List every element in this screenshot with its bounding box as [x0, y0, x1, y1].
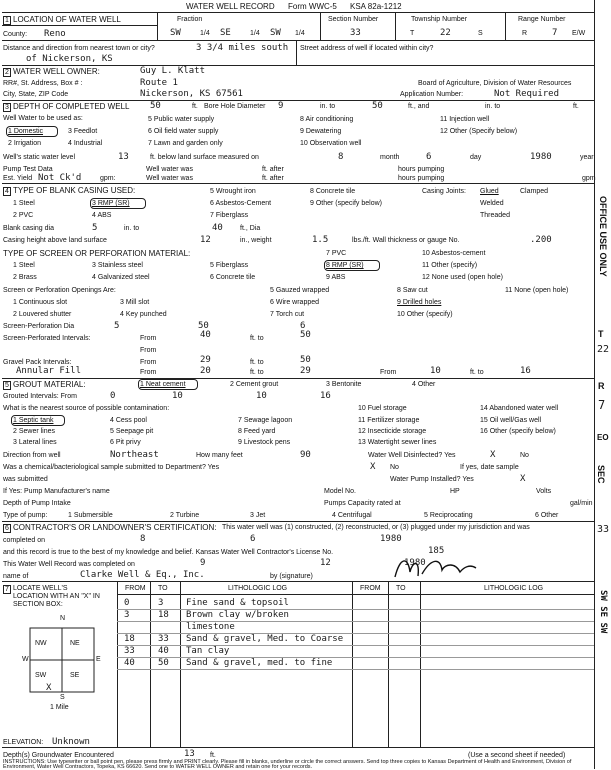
- gravel-from: 29: [200, 355, 211, 365]
- contam-feedyard: 8 Feed yard: [238, 428, 276, 435]
- instructions: INSTRUCTIONS: Use typewriter or ball point pen, please press firmly and PRINT clearly. Please fill in blanks, underline or circle the correct answers. Send top three copies to Kansas Department of Health and Environment, Division of Environment, Water Well Contractors, Topeka, KS 66620. Send one to WATER WELL OWNER and retain one for your records.: [3, 759, 572, 770]
- elevation-label: ELEVATION:: [3, 739, 44, 746]
- screen-steel: 1 Steel: [13, 262, 35, 269]
- fraction-2: SE: [220, 28, 231, 38]
- screen-interval-to: 50: [300, 330, 311, 340]
- bore-ft-and: ft., and: [408, 103, 430, 110]
- range-value: 7: [552, 28, 558, 38]
- use-feedlot: 3 Feedlot: [68, 128, 98, 135]
- circled-answer: [6, 126, 58, 137]
- groundwater-value: 13: [184, 749, 195, 759]
- township-suffix: S: [478, 30, 483, 37]
- township-prefix: T: [410, 30, 415, 37]
- screen-concrete: 6 Concrete tile: [210, 274, 256, 281]
- galmin-label: gal/min: [570, 500, 593, 507]
- day-label: day: [470, 154, 482, 161]
- casing-wrought: 5 Wrought iron: [210, 188, 256, 195]
- opening-key: 4 Key punched: [120, 311, 167, 318]
- map-north: N: [60, 615, 66, 622]
- screen-none: 12 None used (open hole): [422, 274, 503, 281]
- screen-pvc: 7 PVC: [326, 250, 347, 257]
- business-label: name of: [3, 573, 29, 580]
- completed-month: 8: [140, 534, 146, 544]
- from-label: From: [380, 369, 397, 376]
- side-eo: EO: [597, 433, 609, 442]
- grout-from-2: 10: [256, 391, 267, 401]
- owner-city: Nickerson, KS 67561: [140, 89, 243, 99]
- contam-abandoned: 14 Abandoned water well: [480, 405, 559, 412]
- contam-livestock: 9 Livestock pens: [238, 439, 291, 446]
- grout-from-1: 0: [110, 391, 116, 401]
- opening-saw: 8 Saw cut: [397, 287, 428, 294]
- year-label: year: [580, 154, 594, 161]
- pump-jet: 3 Jet: [250, 512, 266, 519]
- grout-to-1: 10: [172, 391, 183, 401]
- form-number: Form WWC-5: [288, 2, 337, 11]
- elevation-value: Unknown: [52, 737, 90, 747]
- depth-value: 50: [150, 101, 161, 111]
- screen-galvanized: 4 Galvanized steel: [92, 274, 150, 281]
- grout-bentonite: 3 Bentonite: [326, 381, 362, 388]
- contam-watertight: 13 Watertight sewer lines: [358, 439, 437, 446]
- screen-label: TYPE OF SCREEN OR PERFORATION MATERIAL:: [3, 249, 191, 258]
- sample-mark: X: [370, 462, 376, 472]
- casing-concrete: 8 Concrete tile: [310, 188, 356, 195]
- office-use-only: OFFICE USE ONLY: [598, 196, 608, 277]
- direction-label: Direction from well: [3, 452, 61, 459]
- circled-answer: [11, 415, 65, 426]
- log-to-header-2: TO: [396, 585, 406, 592]
- bore-value: 9: [278, 101, 284, 111]
- volts-label: Volts: [536, 488, 552, 495]
- grouted-label: Grouted Intervals: From: [3, 393, 77, 400]
- contam-insecticide: 12 Insecticide storage: [358, 428, 427, 435]
- how-far-label: How many feet: [196, 452, 243, 459]
- opening-louvered: 2 Louvered shutter: [13, 311, 72, 318]
- log-to: 33: [158, 634, 169, 644]
- static-level-value: 13: [118, 152, 129, 162]
- month-label: month: [380, 154, 400, 161]
- contam-lagoon: 7 Sewage lagoon: [238, 417, 293, 424]
- section-value: 33: [350, 28, 361, 38]
- yield-value: Not Ck'd: [38, 173, 82, 183]
- casing-label: TYPE OF BLANK CASING USED:: [13, 186, 136, 195]
- map-south: S: [60, 694, 65, 701]
- pump-turbine: 2 Turbine: [170, 512, 200, 519]
- casing-weight-value: 1.5: [312, 235, 329, 245]
- log-description: Tan clay: [186, 646, 230, 656]
- use-air: 8 Air conditioning: [300, 116, 354, 123]
- hours-pumping: hours pumping: [398, 175, 445, 182]
- annular-from-2: 10: [430, 366, 441, 376]
- disinfected-label: Water Well Disinfected? Yes: [368, 452, 456, 459]
- completed-label: completed on: [3, 537, 46, 544]
- county-label: County:: [3, 31, 28, 38]
- opening-none: 11 None (open hole): [505, 287, 569, 294]
- grout-other: 4 Other: [412, 381, 436, 388]
- owner-address: Route 1: [140, 78, 178, 88]
- if-yes-label: If yes, date sample: [460, 464, 519, 471]
- location-label: LOCATION OF WATER WELL: [13, 15, 121, 24]
- side-section: 33: [597, 524, 610, 535]
- map-x-mark: X: [46, 683, 52, 693]
- use-public: 5 Public water supply: [148, 116, 215, 123]
- distance-line-2: of Nickerson, KS: [26, 54, 113, 64]
- static-month: 8: [338, 152, 344, 162]
- side-fraction: SW SE SW: [598, 590, 608, 634]
- casing-height-label: Casing height above land surface: [3, 237, 107, 244]
- depth-label: DEPTH OF COMPLETED WELL: [13, 102, 130, 111]
- log-to: 40: [158, 646, 169, 656]
- screen-rmp: 8 RMP (SR): [326, 262, 364, 269]
- opening-mill: 3 Mill slot: [120, 299, 150, 306]
- static-level-tail: ft. below land surface measured on: [150, 154, 259, 161]
- annular-fill: Annular Fill: [16, 366, 82, 376]
- section-number-1: 1: [3, 16, 11, 25]
- ft-to-label: ft. to: [470, 369, 484, 376]
- from-label: From: [140, 347, 157, 354]
- annular-from: 20: [200, 366, 211, 376]
- opening-other: 10 Other (specify): [397, 311, 453, 318]
- casing-height-value: 12: [200, 235, 211, 245]
- section-number-3: 3: [3, 103, 11, 112]
- opening-drilled: 9 Drilled holes: [397, 299, 442, 306]
- map-se: SE: [70, 672, 80, 679]
- owner-label: WATER WELL OWNER:: [13, 67, 100, 76]
- contamination-label: What is the nearest source of possible contamination:: [3, 405, 170, 412]
- joints-threaded: Threaded: [480, 212, 510, 219]
- county-value: Reno: [44, 29, 66, 39]
- township-value: 22: [440, 28, 451, 38]
- log-description: Fine sand & topsoil: [186, 598, 289, 608]
- casing-fiberglass: 7 Fiberglass: [210, 212, 249, 219]
- static-level-label: Well's static water level: [3, 154, 76, 161]
- annular-to-2: 16: [520, 366, 531, 376]
- second-sheet-note: (Use a second sheet if needed): [468, 752, 566, 759]
- record-year: 1980: [404, 558, 426, 568]
- owner-name: Guy L. Klatt: [140, 66, 206, 76]
- log-to-header: TO: [158, 585, 168, 592]
- section-number-4: 4: [3, 187, 11, 196]
- casing-gauge-value: .200: [530, 235, 552, 245]
- ft-to-label: ft. to: [250, 359, 264, 366]
- hp-label: HP: [450, 488, 460, 495]
- map-ne: NE: [70, 640, 80, 647]
- intake-label: Depth of Pump Intake: [3, 500, 71, 507]
- log-description: Sand & gravel, Med. to Coarse: [186, 634, 344, 644]
- log-from-header-2: FROM: [360, 585, 381, 592]
- use-other: 12 Other (Specify below): [440, 128, 518, 135]
- casing-ft-dia: ft., Dia: [240, 225, 261, 232]
- gpm-label: gpm: [582, 175, 596, 182]
- circled-answer: [324, 260, 380, 271]
- gravel-to: 50: [300, 355, 311, 365]
- distance-line-1: 3 3/4 miles south: [196, 43, 289, 53]
- casing-lbs-label: lbs./ft. Wall thickness or gauge No.: [352, 237, 460, 244]
- range-label: Range Number: [518, 16, 566, 23]
- side-range: 7: [598, 398, 606, 412]
- pump-installed-mark: X: [520, 474, 526, 484]
- fraction-label: Fraction: [177, 16, 203, 23]
- completed-day: 6: [250, 534, 256, 544]
- opening-continuous: 1 Continuous slot: [13, 299, 68, 306]
- record-month: 9: [200, 558, 206, 568]
- contam-cess: 4 Cess pool: [110, 417, 147, 424]
- distance-label: Distance and direction from nearest town or city?: [3, 45, 155, 52]
- joints-clamped: Clamped: [520, 188, 549, 195]
- board-label: Board of Agriculture, Division of Water Resources: [418, 80, 572, 87]
- cert-text-3: This Water Well Record was completed on: [3, 561, 135, 568]
- circled-answer: [90, 198, 146, 209]
- range-ew: E/W: [572, 30, 586, 37]
- log-to: 50: [158, 658, 169, 668]
- log-from-header: FROM: [125, 585, 146, 592]
- model-label: Model No.: [324, 488, 356, 495]
- pump-test-label: Pump Test Data: [3, 166, 53, 173]
- signature-label: by (signature): [270, 573, 313, 580]
- grout-cement: 2 Cement grout: [230, 381, 279, 388]
- application-value: Not Required: [494, 89, 560, 99]
- casing-dia-value: 5: [92, 223, 98, 233]
- address-label: RR#, St. Address, Box # :: [3, 80, 83, 87]
- section-number-5: 5: [3, 381, 11, 390]
- no-label: No: [390, 464, 399, 471]
- screen-intervals-label: Screen-Perforated Intervals:: [3, 335, 91, 342]
- screen-stainless: 3 Stainless steel: [92, 262, 143, 269]
- log-from: 18: [124, 634, 135, 644]
- log-description: Sand & gravel, med. to fine: [186, 658, 333, 668]
- hours-pumping: hours pumping: [398, 166, 445, 173]
- capacity-label: Pumps Capacity rated at: [324, 500, 401, 507]
- use-irrigation: 2 Irrigation: [8, 140, 42, 147]
- log-from: 40: [124, 658, 135, 668]
- casing-dia-label: Blank casing dia: [3, 225, 54, 232]
- screen-asbestos: 10 Asbestos-cement: [422, 250, 486, 257]
- sample-label: Was a chemical/bacteriological sample submitted to Department? Yes: [3, 464, 220, 471]
- street-label: Street address of well if located within city?: [300, 45, 434, 52]
- log-description: limestone: [186, 622, 235, 632]
- static-year: 1980: [530, 152, 552, 162]
- contam-seepage: 5 Seepage pit: [110, 428, 154, 435]
- opening-torch: 7 Torch cut: [270, 311, 305, 318]
- log-from: 3: [124, 610, 130, 620]
- use-injection: 11 Injection well: [440, 116, 490, 123]
- license-value: 185: [428, 546, 445, 556]
- use-lawn: 7 Lawn and garden only: [148, 140, 223, 147]
- pump-reciprocating: 5 Reciprocating: [424, 512, 473, 519]
- casing-abs: 4 ABS: [92, 212, 112, 219]
- side-sec: SEC: [596, 465, 606, 484]
- contam-oilgas: 15 Oil well/Gas well: [480, 417, 542, 424]
- bore-ft-2: ft.: [573, 103, 579, 110]
- log-from: 33: [124, 646, 135, 656]
- from-label: From: [140, 335, 157, 342]
- groundwater-ft: ft.: [210, 752, 216, 759]
- ft-to-label: ft. to: [250, 369, 264, 376]
- opening-gauzed: 5 Gauzed wrapped: [270, 287, 330, 294]
- casing-weight-label: in., weight: [240, 237, 272, 244]
- from-label: From: [140, 369, 157, 376]
- contam-privy: 6 Pit privy: [110, 439, 141, 446]
- pump-centrifugal: 4 Centrifugal: [332, 512, 372, 519]
- bore-label: Bore Hole Diameter: [204, 103, 266, 110]
- section-label: Section Number: [328, 16, 379, 23]
- casing-other: 9 Other (specify below): [310, 200, 382, 207]
- log-litho-header-2: LITHOLOGIC LOG: [484, 585, 544, 592]
- application-label: Application Number:: [400, 91, 464, 98]
- joints-welded: Welded: [480, 200, 504, 207]
- contam-fuel: 10 Fuel storage: [358, 405, 407, 412]
- use-oilfield: 6 Oil field water supply: [148, 128, 219, 135]
- side-township: 22: [597, 344, 610, 355]
- form-title: WATER WELL RECORD: [186, 2, 275, 11]
- side-r: R: [598, 381, 605, 391]
- static-day: 6: [426, 152, 432, 162]
- casing-asbestos: 6 Asbestos-Cement: [210, 200, 272, 207]
- section-number-6: 6: [3, 524, 11, 533]
- contam-fertilizer: 11 Fertilizer storage: [358, 417, 420, 424]
- quarter-mark: 1/4: [250, 30, 260, 37]
- map-east: E: [96, 656, 101, 663]
- log-description: Brown clay w/broken: [186, 610, 289, 620]
- direction-value: Northeast: [110, 450, 159, 460]
- fraction-1: SW: [170, 28, 181, 38]
- use-dewatering: 9 Dewatering: [300, 128, 342, 135]
- casing-rmp: 3 RMP (SR): [92, 200, 130, 207]
- use-observation: 10 Observation well: [300, 140, 362, 147]
- submitted-label: was submitted: [3, 476, 48, 483]
- log-from: 0: [124, 598, 130, 608]
- gravel-label: Gravel Pack Intervals:: [3, 359, 72, 366]
- fraction-3: SW: [270, 28, 281, 38]
- ksa-reference: KSA 82a-1212: [350, 2, 402, 11]
- gpm-label: gpm:: [100, 175, 116, 182]
- pump-mfr-label: If Yes: Pump Manufacturer's name: [3, 488, 110, 495]
- no-label: No: [520, 452, 529, 459]
- pump-installed-label: Water Pump Installed? Yes: [390, 476, 474, 483]
- range-prefix: R: [522, 30, 528, 37]
- city-label: City, State, ZIP Code: [3, 91, 69, 98]
- disinfected-mark: X: [490, 450, 496, 460]
- map-west: W: [22, 656, 29, 663]
- screen-fiberglass: 5 Fiberglass: [210, 262, 249, 269]
- pump-submersible: 1 Submersible: [68, 512, 113, 519]
- bore-in-to-2: in. to: [485, 103, 501, 110]
- casing-pvc: 2 PVC: [13, 212, 34, 219]
- how-far-value: 90: [300, 450, 311, 460]
- joints-label: Casing Joints:: [422, 188, 466, 195]
- casing-steel: 1 Steel: [13, 200, 35, 207]
- screen-dia-value: 5: [114, 321, 120, 331]
- casing-to-value: 40: [212, 223, 223, 233]
- from-label: From: [140, 359, 157, 366]
- grout-to-2: 16: [320, 391, 331, 401]
- grout-neat: 1 Neat cement: [140, 381, 186, 388]
- use-domestic: 1 Domestic: [8, 128, 44, 135]
- cert-text-1: This water well was (1) constructed, (2) reconstructed, or (3) plugged under my jurisdiction and was: [222, 524, 530, 531]
- screen-dia-2: 6: [300, 321, 306, 331]
- contam-septic: 1 Septic tank: [13, 417, 54, 424]
- bore-to: 50: [372, 101, 383, 111]
- screen-abs: 9 ABS: [326, 274, 346, 281]
- quarter-mark: 1/4: [200, 30, 210, 37]
- section-number-2: 2: [3, 68, 11, 77]
- screen-brass: 2 Brass: [13, 274, 37, 281]
- bore-in-to: in. to: [320, 103, 336, 110]
- ft-to-label: ft. to: [250, 335, 264, 342]
- record-day: 12: [320, 558, 331, 568]
- use-label: Well Water to be used as:: [3, 115, 83, 122]
- annular-to: 29: [300, 366, 311, 376]
- contam-sewer: 2 Sewer lines: [13, 428, 56, 435]
- yield-label: Est. Yield: [3, 175, 33, 182]
- map-sw: SW: [35, 672, 47, 679]
- cert-text-2: and this record is true to the best of my knowledge and belief. Kansas Water Well Contractor's License No.: [3, 549, 334, 556]
- log-litho-header: LITHOLOGIC LOG: [228, 585, 288, 592]
- table-row-divider: [117, 669, 594, 670]
- screen-dia-label: Screen-Perforation Dia: [3, 323, 75, 330]
- township-label: Township Number: [411, 16, 468, 23]
- locate-label: LOCATE WELL'S LOCATION WITH AN "X" IN SECTION BOX:: [13, 585, 100, 608]
- side-t: T: [598, 329, 604, 339]
- ft-after: ft. after: [262, 175, 284, 182]
- business-name: Clarke Well & Eq., Inc.: [80, 570, 205, 580]
- ft-after: ft. after: [262, 166, 284, 173]
- screen-interval-from: 40: [200, 330, 211, 340]
- circled-answer: [138, 379, 198, 390]
- opening-wire: 6 Wire wrapped: [270, 299, 320, 306]
- pump-other: 6 Other: [535, 512, 559, 519]
- casing-in-to: in. to: [124, 225, 140, 232]
- completed-year: 1980: [380, 534, 402, 544]
- screen-dia-to: 50: [198, 321, 209, 331]
- log-to: 3: [158, 598, 164, 608]
- contam-lateral: 3 Lateral lines: [13, 439, 57, 446]
- section-number-7: 7: [3, 585, 11, 594]
- well-water-was: Well water was: [146, 175, 193, 182]
- grout-label: GROUT MATERIAL:: [13, 380, 86, 389]
- joints-glued: Glued: [480, 188, 499, 195]
- well-water-was: Well water was: [146, 166, 193, 173]
- map-mile-bottom: 1 Mile: [50, 704, 69, 711]
- screen-other: 11 Other (specify): [422, 262, 478, 269]
- contam-other: 16 Other (specify below): [480, 428, 556, 435]
- openings-label: Screen or Perforation Openings Are:: [3, 287, 116, 294]
- pump-type-label: Type of pump:: [3, 512, 48, 519]
- contractor-signature: [390, 552, 480, 582]
- use-industrial: 4 Industrial: [68, 140, 103, 147]
- groundwater-label: Depth(s) Groundwater Encountered: [3, 752, 114, 759]
- depth-unit: ft.: [192, 103, 198, 110]
- quarter-mark: 1/4: [295, 30, 305, 37]
- log-to: 18: [158, 610, 169, 620]
- cert-label: CONTRACTOR'S OR LANDOWNER'S CERTIFICATION:: [13, 523, 217, 532]
- map-nw: NW: [35, 640, 47, 647]
